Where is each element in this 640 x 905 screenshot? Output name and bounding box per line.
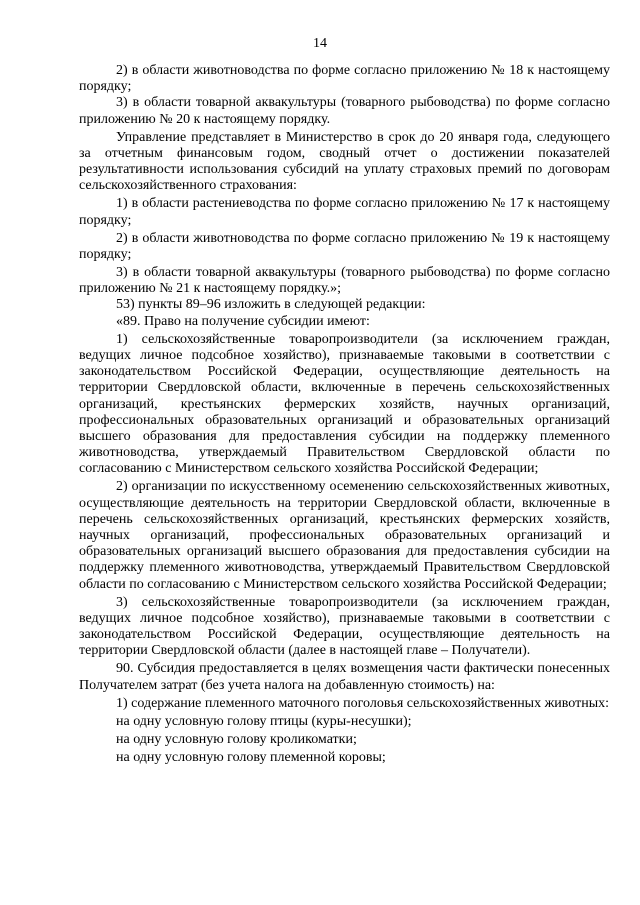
- paragraph-item-53: 53) пункты 89–96 изложить в следующей редакции:: [116, 297, 426, 313]
- paragraph-cow: на одну условную голову племенной коровы;: [116, 750, 386, 766]
- document-body: [79, 63, 610, 766]
- paragraph-aquaculture-20: 3) в области товарной аквакультуры (товарного рыбоводства) по форме согласно приложению № 20 к настоящему порядку.: [79, 95, 610, 127]
- paragraph-livestock-19: 2) в области животноводства по форме согласно приложению № 19 к настоящему порядку;: [79, 230, 610, 262]
- paragraph-summary-report: Управление представляет в Министерство в срок до 20 января года, следующего за отчетным финансовым годом, сводный отчет о достижении показателей результативности использования субсидий на уплату страховых премий по договорам сельскохозяйственного страхования:: [79, 129, 610, 194]
- paragraph-livestock-18: 2) в области животноводства по форме согласно приложению № 18 к настоящему порядку;: [79, 63, 610, 95]
- paragraph-aquaculture-21: 3) в области товарной аквакультуры (товарного рыбоводства) по форме согласно приложению № 21 к настоящему порядку.»;: [79, 265, 610, 297]
- paragraph-clause-90: 90. Субсидия предоставляется в целях возмещения части фактически понесенных Получателем затрат (без учета налога на добавленную стоимость) на:: [79, 661, 610, 693]
- paragraph-recipient-2: 2) организации по искусственному осеменению сельскохозяйственных животных, осуществляющие деятельность на территории Свердловской области, включенные в перечень сельскохозяйственных организаций, крестьянских фермерских хозяйств, научных организаций, профессиональных образовательных организаций и образовательных организаций высшего образования для предоставления субсидии на поддержку племенного животноводства, утверждаемый Правительством Свердловской области по согласованию с Министерством сельского хозяйства Российской Федерации;: [79, 479, 610, 592]
- paragraph-recipient-1: 1) сельскохозяйственные товаропроизводители (за исключением граждан, ведущих личное подсобное хозяйство), признаваемые таковыми в соответствии с законодательством Российской Федерации, осуществляющие деятельность на территории Свердловской области, включенные в перечень сельскохозяйственных организаций, крестьянских фермерских хозяйств, научных организаций, профессиональных образовательных организаций и образовательных организаций высшего образования для предоставления субсидии на поддержку племенного животноводства, утверждаемый Правительством Свердловской области по согласованию с Министерством сельского хозяйства Российской Федерации;: [79, 331, 610, 477]
- paragraph-rabbit: на одну условную голову кроликоматки;: [116, 731, 357, 747]
- page-number: 14: [313, 36, 327, 51]
- paragraph-crop-17: 1) в области растениеводства по форме согласно приложению № 17 к настоящему порядку;: [79, 196, 610, 228]
- paragraph-recipient-3: 3) сельскохозяйственные товаропроизводители (за исключением граждан, ведущих личное подсобное хозяйство), признаваемые таковыми в соответствии с законодательством Российской Федерации, осуществляющие деятельность на территории Свердловской области (далее в настоящей главе – Получатели).: [79, 594, 610, 659]
- paragraph-poultry: на одну условную голову птицы (куры-несушки);: [116, 713, 412, 729]
- paragraph-clause-89: «89. Право на получение субсидии имеют:: [116, 313, 370, 329]
- paragraph-maintenance: 1) содержание племенного маточного поголовья сельскохозяйственных животных:: [116, 695, 609, 711]
